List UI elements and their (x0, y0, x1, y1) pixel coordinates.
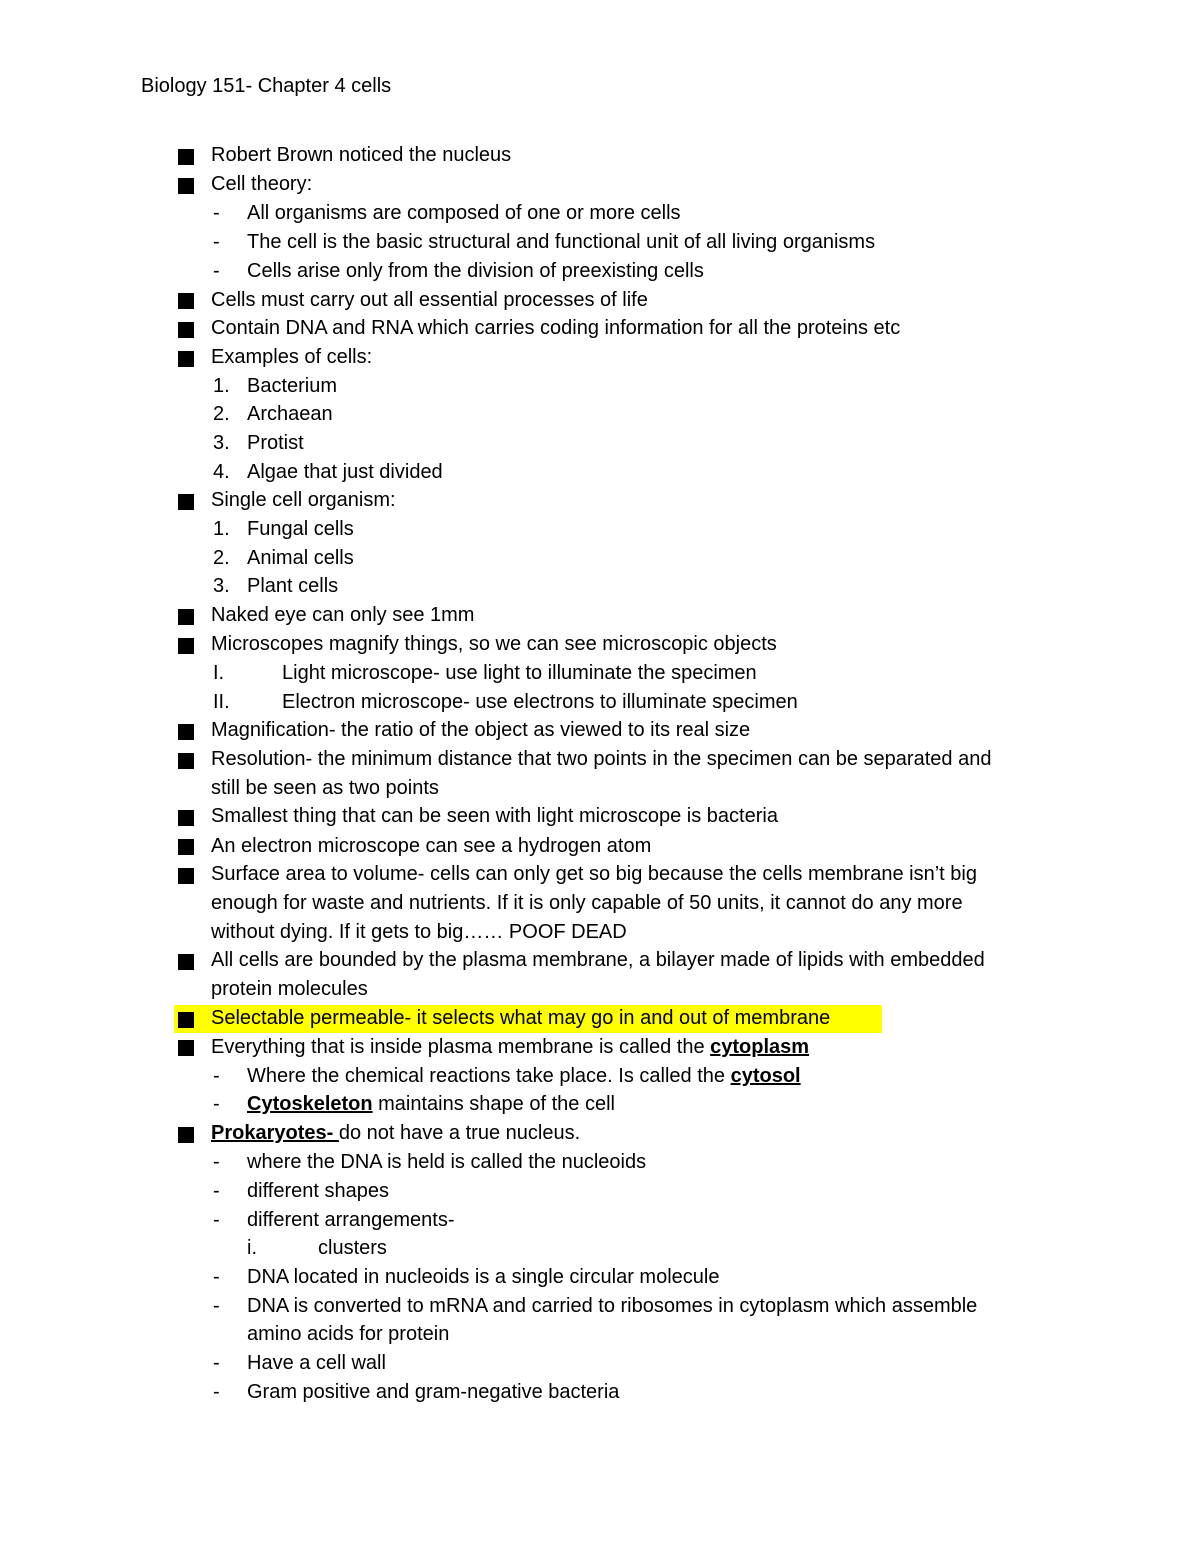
list-item-continuation: enough for waste and nutrients. If it is only capable of 50 units, it cannot do any more (211, 892, 963, 914)
list-item-continuation: amino acids for protein (247, 1323, 450, 1345)
list-item: different arrangements- (247, 1209, 455, 1231)
number-marker: 4. (213, 461, 230, 483)
term-prokaryotes: Prokaryotes- (211, 1122, 339, 1144)
dash-marker: - (213, 1065, 220, 1087)
list-item: Plant cells (247, 575, 339, 597)
list-item: The cell is the basic structural and functional unit of all living organisms (247, 231, 876, 253)
list-item: Microscopes magnify things, so we can see microscopic objects (211, 633, 777, 655)
list-item: Bacterium (247, 375, 338, 397)
term-cytoskeleton: Cytoskeleton (247, 1093, 373, 1115)
square-bullet-icon (178, 178, 194, 194)
square-bullet-icon (178, 351, 194, 367)
list-item: All cells are bounded by the plasma membrane, a bilayer made of lipids with embedded (211, 949, 985, 971)
square-bullet-icon (178, 724, 194, 740)
dash-marker: - (213, 231, 220, 253)
dash-marker: - (213, 1266, 220, 1288)
square-bullet-icon (178, 810, 194, 826)
list-item: different shapes (247, 1180, 389, 1202)
square-bullet-icon (178, 609, 194, 625)
document-title: Biology 151- Chapter 4 cells (141, 75, 392, 97)
square-bullet-icon (178, 1012, 194, 1028)
list-item: Surface area to volume- cells can only get so big because the cells membrane isn’t big (211, 863, 977, 885)
dash-marker: - (213, 1093, 220, 1115)
dash-marker: - (213, 202, 220, 224)
square-bullet-icon (178, 753, 194, 769)
dash-marker: - (213, 1180, 220, 1202)
list-item: Algae that just divided (247, 461, 443, 483)
list-item: Protist (247, 432, 304, 454)
number-marker: 2. (213, 547, 230, 569)
dash-marker: - (213, 1295, 220, 1317)
list-item: Smallest thing that can be seen with light microscope is bacteria (211, 805, 778, 827)
list-item: Light microscope- use light to illuminate the specimen (282, 662, 757, 684)
square-bullet-icon (178, 638, 194, 654)
list-item: clusters (318, 1237, 387, 1259)
square-bullet-icon (178, 1127, 194, 1143)
list-item: Archaean (247, 403, 333, 425)
list-item-text: Everything that is inside plasma membrane is called the (211, 1036, 711, 1058)
list-item (211, 1119, 580, 1148)
list-item: Single cell organism: (211, 489, 396, 511)
square-bullet-icon (178, 494, 194, 510)
list-item: Naked eye can only see 1mm (211, 604, 475, 626)
number-marker: 1. (213, 375, 230, 397)
list-item: Animal cells (247, 547, 354, 569)
square-bullet-icon (178, 839, 194, 855)
list-item: Contain DNA and RNA which carries coding information for all the proteins etc (211, 317, 901, 339)
number-marker: 3. (213, 432, 230, 454)
list-item: Fungal cells (247, 518, 354, 540)
dash-marker: - (213, 1381, 220, 1403)
number-marker: 1. (213, 518, 230, 540)
list-item (247, 1062, 801, 1091)
list-item: DNA is converted to mRNA and carried to ribosomes in cytoplasm which assemble (247, 1295, 978, 1317)
roman-marker: i. (247, 1237, 257, 1259)
term-cytosol: cytosol (730, 1065, 801, 1087)
list-item: where the DNA is held is called the nucleoids (247, 1151, 647, 1173)
dash-marker: - (213, 1209, 220, 1231)
number-marker: 3. (213, 575, 230, 597)
number-marker: 2. (213, 403, 230, 425)
list-item: Magnification- the ratio of the object as viewed to its real size (211, 719, 751, 741)
dash-marker: - (213, 260, 220, 282)
roman-marker: II. (213, 691, 230, 713)
list-item: Examples of cells: (211, 346, 373, 368)
list-item: Electron microscope- use electrons to illuminate specimen (282, 691, 798, 713)
list-item-text: do not have a true nucleus. (338, 1122, 581, 1144)
roman-marker: I. (213, 662, 225, 684)
dash-marker: - (213, 1151, 220, 1173)
list-item-continuation: without dying. If it gets to big…… POOF DEAD (211, 921, 627, 943)
square-bullet-icon (178, 1040, 194, 1056)
highlighted-list-item: Selectable permeable- it selects what may go in and out of membrane (211, 1007, 831, 1029)
square-bullet-icon (178, 868, 194, 884)
list-item: Resolution- the minimum distance that two points in the specimen can be separated and (211, 748, 992, 770)
list-item: DNA located in nucleoids is a single circular molecule (247, 1266, 720, 1288)
list-item: Robert Brown noticed the nucleus (211, 144, 512, 166)
list-item (247, 1090, 615, 1119)
list-item-text: Where the chemical reactions take place. Is called the (247, 1065, 731, 1087)
square-bullet-icon (178, 322, 194, 338)
list-item: Cells must carry out all essential processes of life (211, 289, 648, 311)
dash-marker: - (213, 1352, 220, 1374)
list-item: All organisms are composed of one or more cells (247, 202, 681, 224)
list-item-continuation: still be seen as two points (211, 777, 439, 799)
square-bullet-icon (178, 293, 194, 309)
list-item-text: maintains shape of the cell (372, 1093, 615, 1115)
list-item (211, 1033, 809, 1062)
list-item-continuation: protein molecules (211, 978, 368, 1000)
list-item: An electron microscope can see a hydrogen atom (211, 835, 652, 857)
square-bullet-icon (178, 149, 194, 165)
term-cytoplasm: cytoplasm (710, 1036, 810, 1058)
list-item: Gram positive and gram-negative bacteria (247, 1381, 620, 1403)
list-item: Cell theory: (211, 173, 313, 195)
list-item: Have a cell wall (247, 1352, 386, 1374)
list-item: Cells arise only from the division of preexisting cells (247, 260, 704, 282)
square-bullet-icon (178, 954, 194, 970)
